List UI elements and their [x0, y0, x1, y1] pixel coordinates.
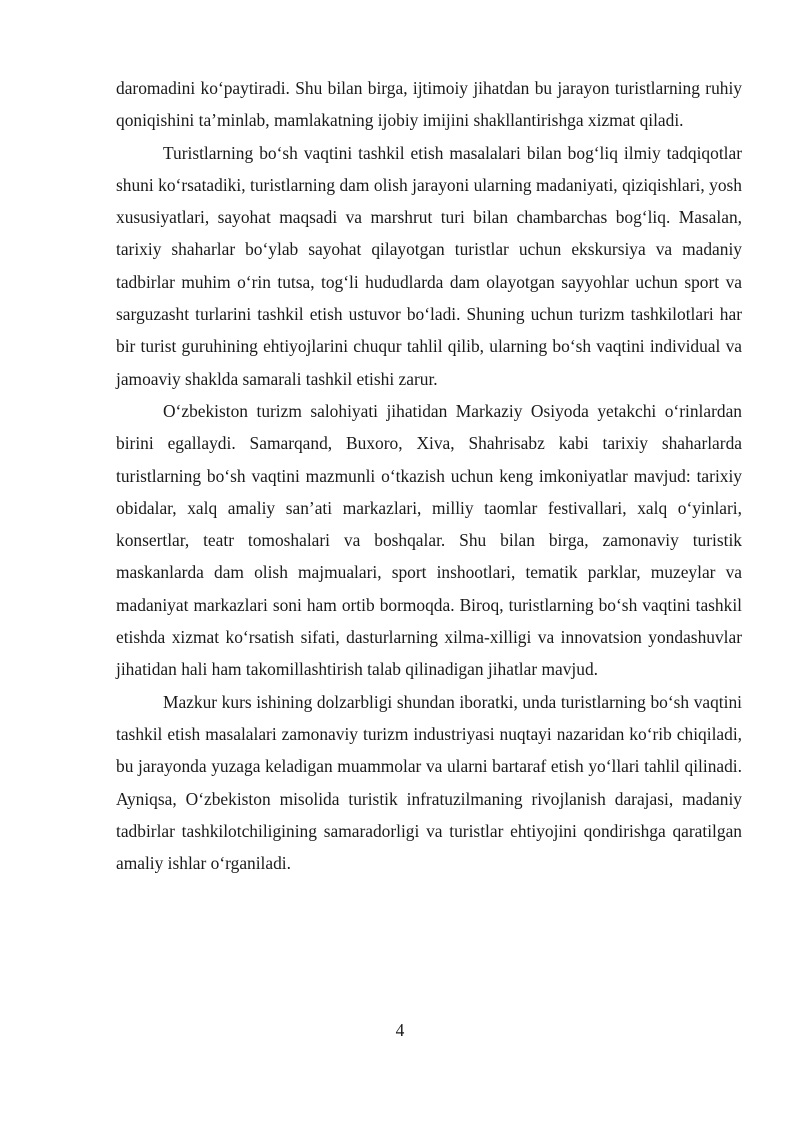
page-number: 4: [395, 1020, 405, 1040]
paragraph-continuation: daromadini ko‘paytiradi. Shu bilan birga, ijtimoiy jihatdan bu jarayon turistlarning ruhiy qoniqishini ta’minlab, mamlakatning ijobiy imijini shakllantirishga xizmat qiladi.: [116, 78, 742, 131]
paragraph-uzbekistan-potential: O‘zbekiston turizm salohiyati jihatidan Markaziy Osiyoda yetakchi o‘rinlardan birini egallaydi. Samarqand, Buxoro, Xiva, Shahrisabz kabi tarixiy shaharlarda turistlarning bo‘sh vaqtini mazmunli o‘tkazish uchun keng imkoniyatlar mavjud: tarixiy obidalar, xalq amaliy san’ati markazlari, milliy taomlar festivallari, xalq o‘yinlari, konsertlar, teatr tomoshalari va boshqalar. Shu bilan birga, zamonaviy turistik maskanlarda dam olish majmualari, sport inshootlari, tematik parklar, muzeylar va madaniyat markazlari soni ham ortib bormoqda. Biroq, turistlarning bo‘sh vaqtini tashkil etishda xizmat ko‘rsatish sifati, dasturlarning xilma-xilligi va innovatsion yondashuvlar jihatidan hali ham takomillashtirish talab qilinadigan jihatlar mavjud.: [116, 400, 742, 680]
body-text: [116, 72, 742, 879]
paragraph-leisure-research: Turistlarning bo‘sh vaqtini tashkil etish masalalari bilan bog‘liq ilmiy tadqiqotlar shuni ko‘rsatadiki, turistlarning dam olish jarayoni ularning madaniyati, qiziqishlari, yosh xususiyatlari, sayohat maqsadi va marshrut turi bilan chambarchas bog‘liq. Masalan, tarixiy shaharlar bo‘ylab sayohat qilayotgan turistlar uchun ekskursiya va madaniy tadbirlar muhim o‘rin tutsa, tog‘li hududlarda dam olayotgan sayyohlar uchun sport va sarguzasht turlarini tashkil etish ustuvor bo‘ladi. Shuning uchun turizm tashkilotlari har bir turist guruhining ehtiyojlarini chuqur tahlil qilib, ularning bo‘sh vaqtini individual va jamoaviy shaklda samarali tashkil etishi zarur.: [116, 142, 742, 389]
paragraph-relevance: Mazkur kurs ishining dolzarbligi shundan iboratki, unda turistlarning bo‘sh vaqtini tashkil etish masalalari zamonaviy turizm industriyasi nuqtayi nazaridan ko‘rib chiqiladi, bu jarayonda yuzaga keladigan muammolar va ularni bartaraf etish yo‘llari tahlil qilinadi. Ayniqsa, O‘zbekiston misolida turistik infratuzilmaning rivojlanish darajasi, madaniy tadbirlar tashkilotchiligining samaradorligi va turistlar ehtiyojini qondirishga qaratilgan amaliy ishlar o‘rganiladi.: [116, 691, 742, 874]
